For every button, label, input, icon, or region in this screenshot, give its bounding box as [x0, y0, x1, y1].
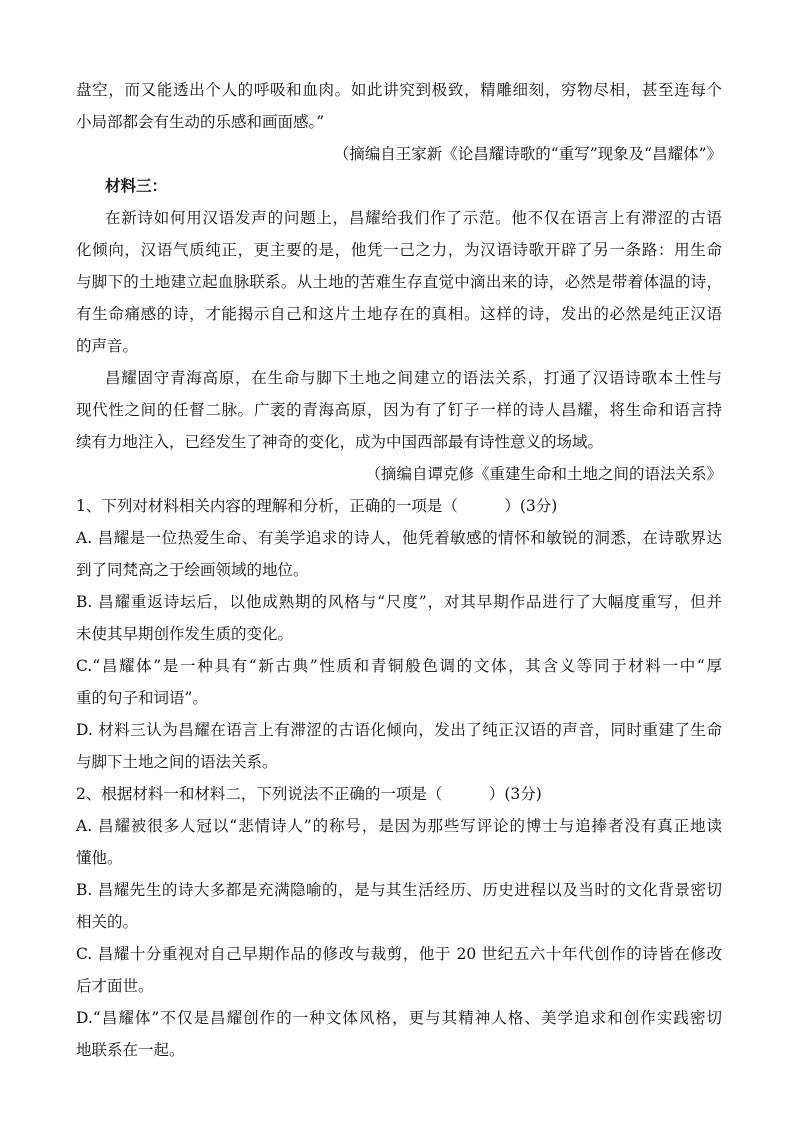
material3-paragraph-line: 昌耀固守青海高原，在生命与脚下土地之间建立的语法关系，打通了汉语诗歌本土性与 [105, 369, 722, 387]
question1-option-d: D. 材料三认为昌耀在语言上有滞涩的古语化倾向，发出了纯正汉语的声音，同时重建了生命 [76, 721, 722, 739]
material3-paragraph-line: 有生命痛感的诗，才能揭示自己和这片土地存在的真相。这样的诗，发出的必然是纯正汉语 [76, 305, 722, 323]
question2-option-c: C. 昌耀十分重视对自己早期作品的修改与裁剪，他于 20 世纪五六十年代创作的诗皆在修改 [76, 945, 722, 963]
material3-paragraph-line: 现代性之间的任督二脉。广袤的青海高原，因为有了钉子一样的诗人昌耀，将生命和语言持 [76, 401, 722, 419]
material3-paragraph-line: 的声音。 [76, 337, 139, 355]
material3-paragraph-line: 化倾向，汉语气质纯正，更主要的是，他凭一己之力，为汉语诗歌开辟了另一条路：用生命 [76, 241, 722, 259]
question1-option-a: A. 昌耀是一位热爱生命、有美学追求的诗人，他凭着敏感的情怀和敏锐的洞悉，在诗歌界达 [76, 529, 722, 547]
material3-heading: 材料三： [105, 176, 168, 195]
question1-option-c: 重的句子和词语”。 [76, 689, 208, 707]
material2-source: （摘编自王家新《论昌耀诗歌的“重写”现象及“昌耀体”》 [333, 145, 722, 163]
material2-line: 盘空，而又能透出个人的呼吸和血肉。如此讲究到极致，精雕细刻，穷物尽相，甚至连每个 [76, 81, 722, 99]
question2-option-c: 后才面世。 [76, 977, 154, 995]
question1-option-b: B. 昌耀重返诗坛后，以他成熟期的风格与“尺度”，对其早期作品进行了大幅度重写，但并 [76, 593, 722, 611]
question2-option-d: D.“昌耀体”不仅是昌耀创作的一种文体风格，更与其精神人格、美学追求和创作实践密切 [76, 1009, 722, 1027]
question2-option-a: A. 昌耀被很多人冠以“悲情诗人”的称号，是因为那些写评论的博士与追捧者没有真正地读 [76, 817, 722, 835]
question2-option-b: B. 昌耀先生的诗大多都是充满隐喻的，是与其生活经历、历史进程以及当时的文化背景密切 [76, 881, 722, 899]
question1-option-c: C.“昌耀体”是一种具有“新古典”性质和青铜般色调的文体，其含义等同于材料一中“厚 [76, 657, 722, 675]
question1-option-a: 到了同梵高之于绘画领域的地位。 [76, 561, 309, 579]
material3-paragraph-line: 在新诗如何用汉语发声的问题上，昌耀给我们作了示范。他不仅在语言上有滞涩的古语 [105, 209, 722, 227]
question2-stem: 2、根据材料一和材料二，下列说法不正确的一项是（ ）(3分) [76, 785, 542, 803]
question2-option-b: 相关的。 [76, 913, 139, 931]
question2-option-d: 地联系在一起。 [76, 1041, 185, 1059]
question1-stem: 1、下列对材料相关内容的理解和分析，正确的一项是（ ）(3分) [76, 497, 558, 515]
question1-option-b: 未使其早期创作发生质的变化。 [76, 625, 294, 643]
material3-source: （摘编自谭克修《重建生命和土地之间的语法关系》 [365, 465, 722, 483]
question2-option-a: 懂他。 [76, 849, 123, 867]
material3-paragraph-line: 续有力地注入，已经发生了神奇的变化，成为中国西部最有诗性意义的场域。 [76, 433, 604, 451]
material3-paragraph-line: 与脚下的土地建立起血脉联系。从土地的苦难生存直觉中滴出来的诗，必然是带着体温的诗， [76, 273, 722, 291]
question1-option-d: 与脚下土地之间的语法关系。 [76, 753, 278, 771]
material2-line: 小局部都会有生动的乐感和画面感。” [76, 113, 325, 131]
